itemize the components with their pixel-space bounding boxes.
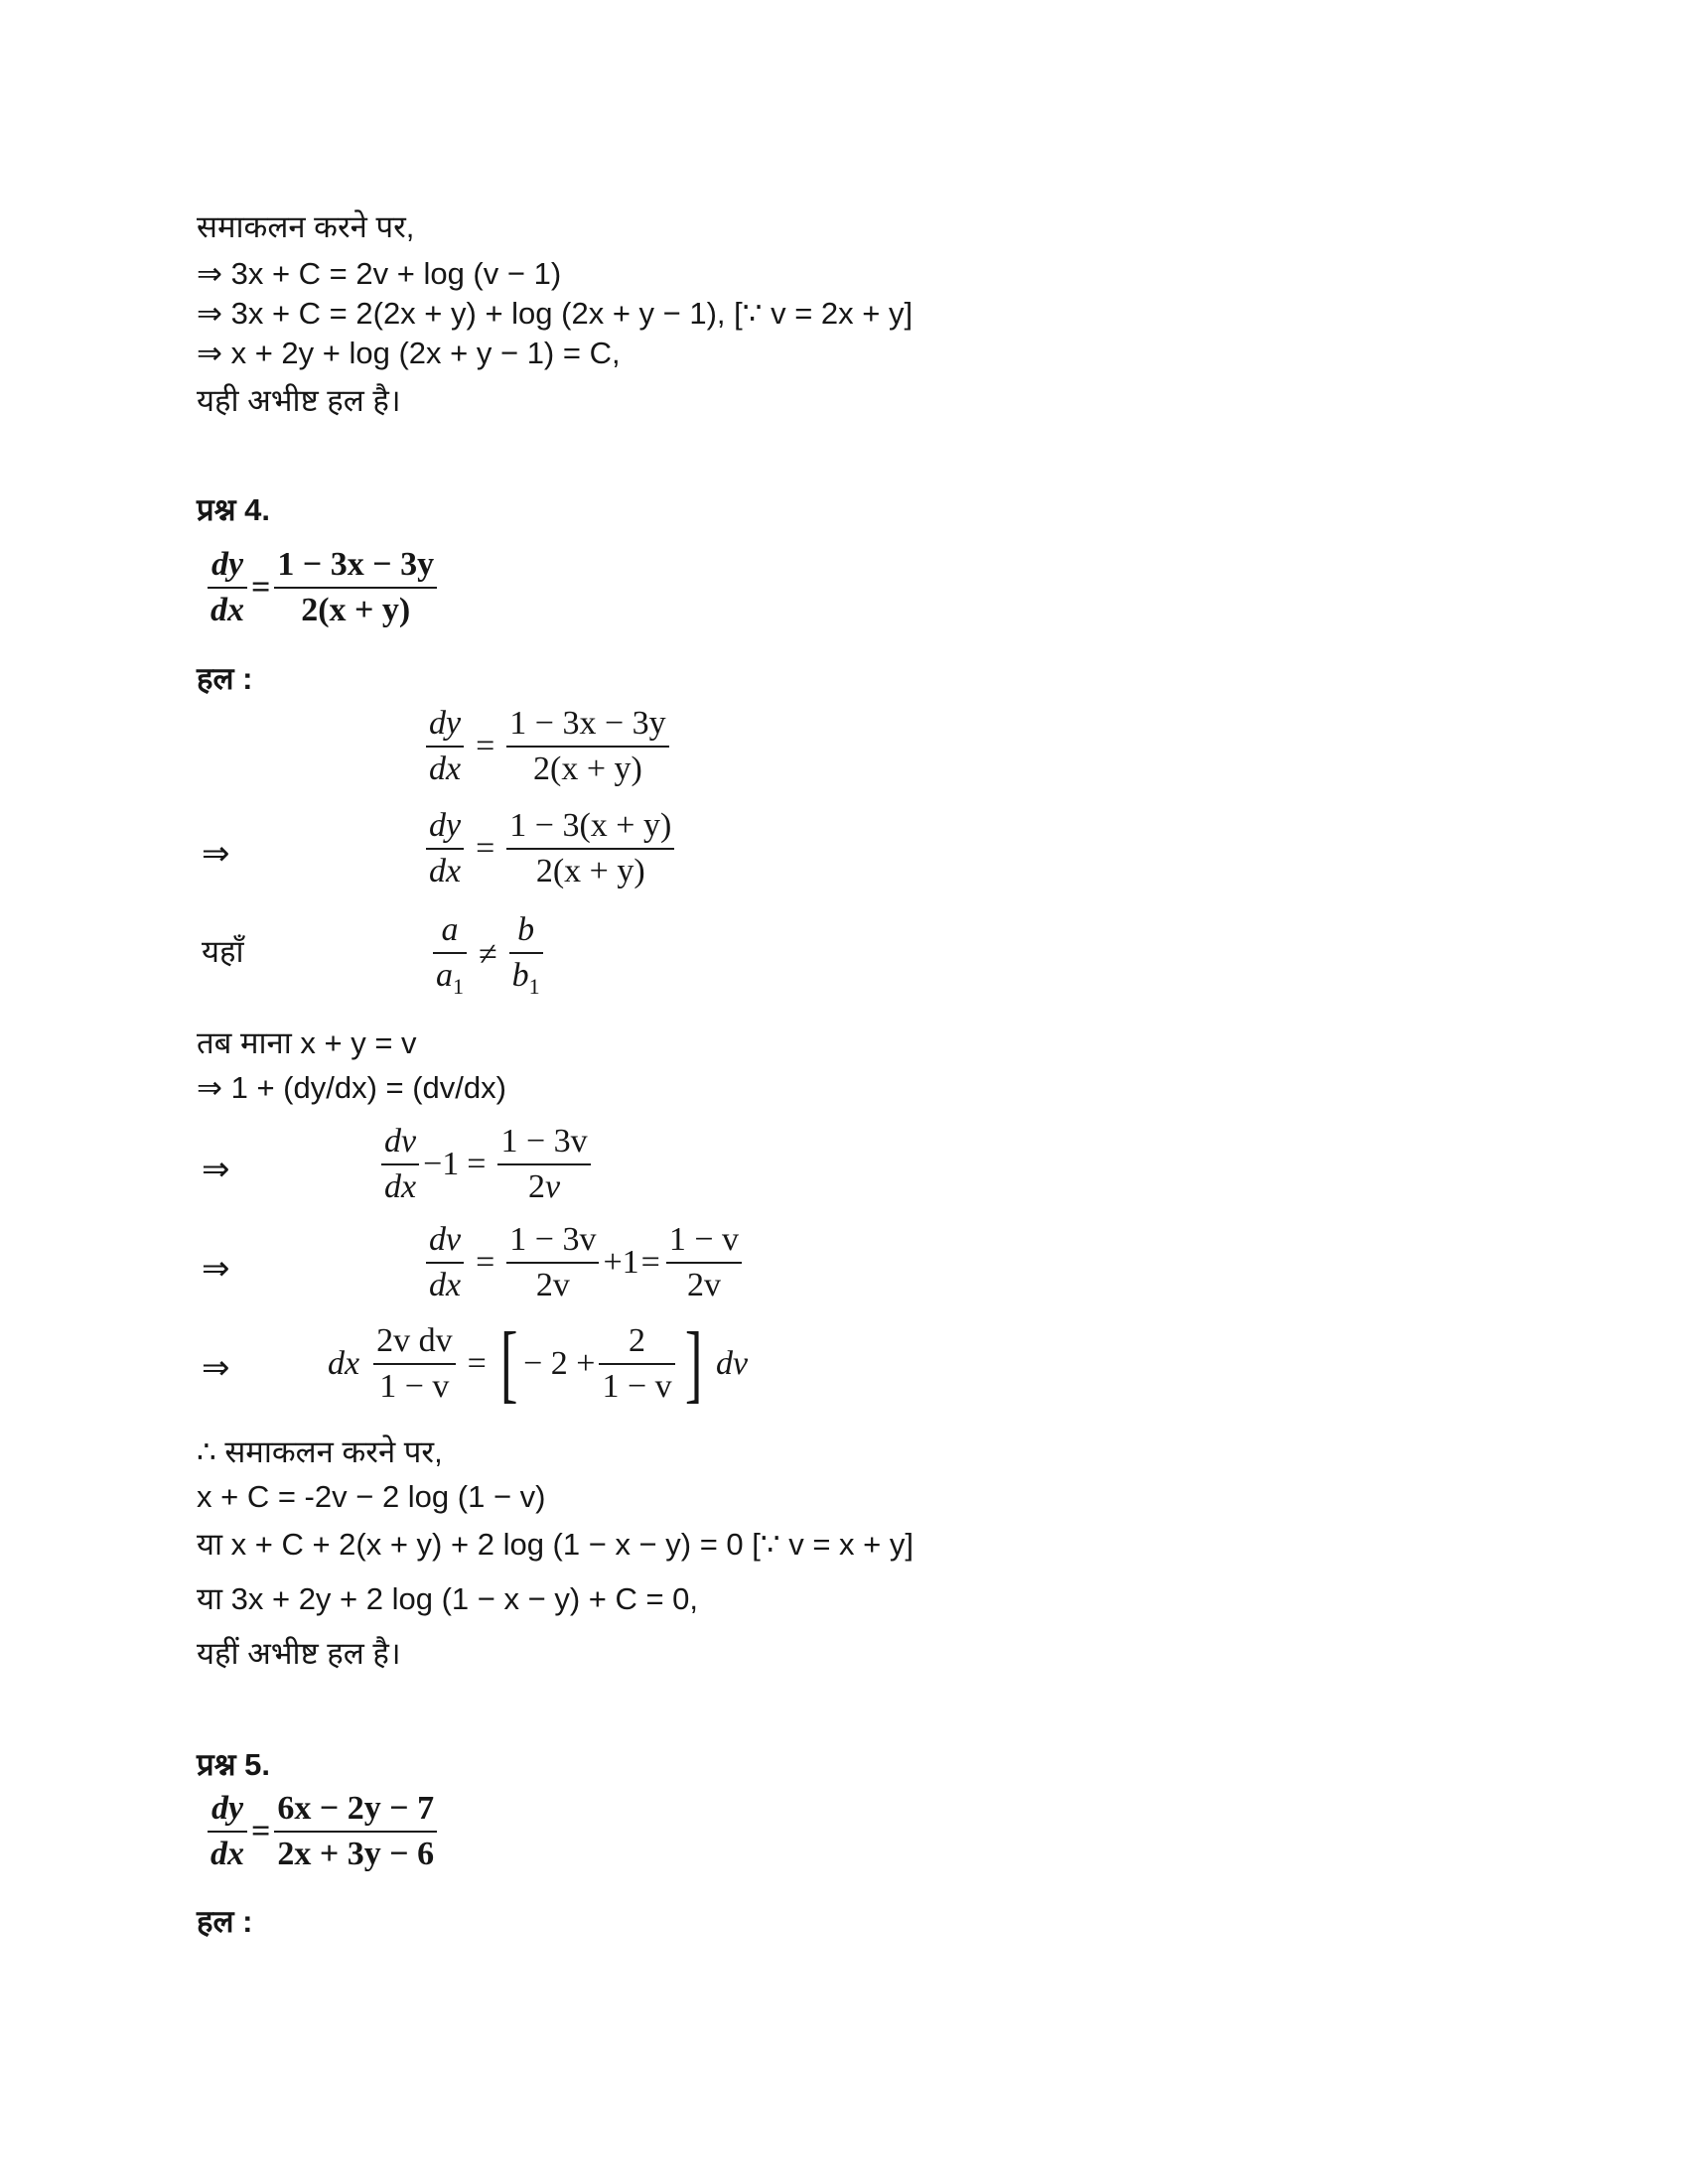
- rhs-fraction: $\frac{6x - 2y - 7}{2x + 3y - 6}$: [274, 1792, 437, 1871]
- implies-arrow: ⇒: [202, 1150, 230, 1189]
- prev-conclusion: यही अभीष्ट हल है।: [197, 383, 401, 418]
- integrate-heading: समाकलन करने पर,: [197, 209, 415, 244]
- q4-step-6: dx $\frac{\text{2v dv}}{1 - v}$ = [ − 2 + $\frac{2}{1 - v}$ ] dv: [328, 1315, 749, 1412]
- here-label: यहाँ: [202, 934, 244, 969]
- q4-step-1: $\frac{dy}{dx}$ = $\frac{1 - 3x - 3y}{2(x + y)}$: [422, 707, 673, 786]
- implies-arrow: ⇒: [202, 1249, 230, 1289]
- rhs-fraction: $\frac{1 - 3x - 3y}{2(x + y)}$: [274, 548, 437, 627]
- question-5-solution-label: हल :: [197, 1904, 253, 1939]
- prev-step-1: ⇒ 3x + C = 2v + log (v − 1): [197, 256, 562, 291]
- question-4-heading: प्रश्न 4.: [197, 492, 271, 527]
- implies-arrow: ⇒: [202, 1348, 230, 1388]
- left-bracket: [: [499, 1315, 518, 1412]
- q4-step-4: $\frac{dv}{dx}$ −1 = $\frac{1 - 3v}{2v}$: [377, 1125, 595, 1204]
- question-5-heading: प्रश्न 5.: [197, 1747, 271, 1782]
- prev-step-2: ⇒ 3x + C = 2(2x + y) + log (2x + y − 1), [∵ v = 2x + y]: [197, 296, 914, 331]
- derivative-line: ⇒ 1 + (dy/dx) = (dv/dx): [197, 1070, 506, 1105]
- implies-arrow: ⇒: [202, 834, 230, 874]
- question-4-solution-label: हल :: [197, 661, 253, 696]
- result-step-2: या x + C + 2(x + y) + 2 log (1 − x − y) = 0 [∵ v = x + y]: [197, 1527, 914, 1562]
- result-step-1: x + C = -2v − 2 log (1 − v): [197, 1479, 546, 1514]
- lhs-fraction: $\frac{dy}{dx}$: [208, 548, 247, 627]
- prev-step-3: ⇒ x + 2y + log (2x + y − 1) = C,: [197, 336, 621, 370]
- q4-step-2: $\frac{dy}{dx}$ = $\frac{1 - 3(x + y)}{2(x + y)}$: [422, 809, 678, 888]
- q4-conclusion: यहीं अभीष्ट हल है।: [197, 1636, 401, 1671]
- lhs-fraction: $\frac{dy}{dx}$: [208, 1792, 247, 1871]
- q4-ratio-condition: $\frac{a}{a_1}$ ≠ $\frac{b}{b_1}$: [429, 913, 547, 998]
- integrate-line: ∴ समाकलन करने पर,: [197, 1434, 443, 1469]
- question-5-equation: $\frac{dy}{dx}$ = $\frac{6x - 2y - 7}{2x + 3y - 6}$: [204, 1792, 441, 1871]
- result-step-3: या 3x + 2y + 2 log (1 − x − y) + C = 0,: [197, 1581, 699, 1616]
- q4-step-5: $\frac{dv}{dx}$ = $\frac{1 - 3v}{2v}$ +1 = $\frac{1 - v}{2v}$: [422, 1223, 746, 1302]
- question-4-equation: $\frac{dy}{dx}$ = $\frac{1 - 3x - 3y}{2(x + y)}$: [204, 548, 441, 627]
- substitution-line: तब माना x + y = v: [197, 1025, 417, 1060]
- right-bracket: ]: [684, 1315, 703, 1412]
